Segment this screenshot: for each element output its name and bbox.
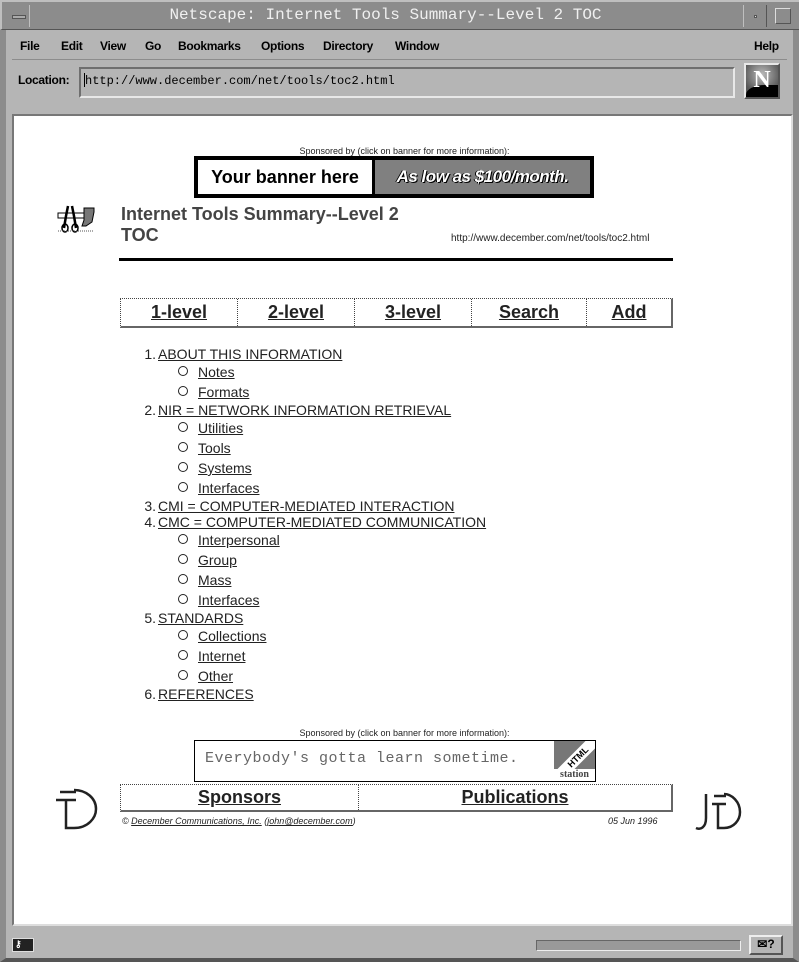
banner-ad-bottom-text[interactable]: Everybody's gotta learn sometime. (205, 750, 519, 767)
location-input[interactable] (79, 67, 735, 98)
toc-link-formats[interactable]: Formats (198, 384, 250, 400)
footer-link-publications[interactable]: Publications (461, 787, 569, 807)
circle-bullet-icon (178, 482, 188, 492)
circle-bullet-icon (178, 650, 188, 660)
menu-file[interactable]: File (20, 39, 40, 53)
nav-cell-3-level (355, 299, 472, 326)
location-bar (12, 62, 787, 104)
toc-link-about[interactable]: ABOUT THIS INFORMATION (158, 346, 343, 362)
toc-link-notes[interactable]: Notes (198, 364, 235, 380)
browser-chrome (0, 30, 799, 110)
menu-options[interactable]: Options (261, 39, 305, 53)
htmlstation-logo[interactable] (554, 741, 595, 781)
nav-cell-add (587, 299, 671, 326)
footer-nav-table (120, 784, 673, 812)
netscape-logo-button[interactable] (744, 63, 780, 99)
nav-cell-2-level (238, 299, 355, 326)
toc-link-internet[interactable]: Internet (198, 648, 246, 664)
nav-link-add[interactable]: Add (611, 302, 647, 322)
copyright-line: © December Communications, Inc. (john@december.com) (122, 816, 356, 826)
toc-number: 5. (144, 610, 156, 626)
circle-bullet-icon (178, 630, 188, 640)
circle-bullet-icon (178, 534, 188, 544)
security-key-icon[interactable]: ⚷ (12, 938, 34, 952)
window-title: Netscape: Internet Tools Summary--Level 2 TOC (169, 6, 602, 24)
location-url[interactable]: http://www.december.com/net/tools/toc2.html (85, 74, 395, 88)
toc-number: 4. (144, 514, 156, 530)
content-frame (0, 110, 799, 932)
page-viewport[interactable] (12, 114, 793, 926)
minimize-icon (754, 15, 757, 18)
toc-link-nir[interactable]: NIR = NETWORK INFORMATION RETRIEVAL (158, 402, 452, 418)
toc-link-utilities[interactable]: Utilities (198, 420, 244, 436)
toc-link-cmc[interactable]: CMC = COMPUTER-MEDIATED COMMUNICATION (158, 514, 487, 530)
horizontal-rule (119, 258, 673, 261)
mail-icon: ✉ (757, 937, 768, 951)
menu-bookmarks[interactable]: Bookmarks (178, 39, 241, 53)
toc-link-references[interactable]: REFERENCES (158, 686, 254, 702)
december-jd-logo-icon (694, 788, 744, 832)
copyright-company-link[interactable]: December Communications, Inc. (131, 816, 262, 826)
sponsor-caption-bottom: Sponsored by (click on banner for more information): (299, 728, 510, 738)
tools-icon (56, 204, 96, 234)
nav-link-1-level[interactable]: 1-level (150, 302, 208, 322)
menu-window[interactable]: Window (395, 39, 440, 53)
toc-number: 1. (144, 346, 156, 362)
toc-link-mass[interactable]: Mass (198, 572, 232, 588)
toc-link-collections[interactable]: Collections (198, 628, 267, 644)
menu-view[interactable]: View (100, 39, 126, 53)
circle-bullet-icon (178, 442, 188, 452)
footer-cell-publications (359, 785, 671, 810)
htmlstation-logo-bottom: station (554, 769, 595, 781)
toc-number: 3. (144, 498, 156, 514)
page-date: 05 Jun 1996 (608, 816, 658, 826)
footer-link-sponsors[interactable]: Sponsors (197, 787, 281, 807)
htmlstation-logo-top: HTML (554, 741, 595, 781)
banner-ad-bottom[interactable] (194, 740, 596, 782)
banner-ad-top-left[interactable]: Your banner here (198, 160, 372, 194)
toc-link-cmc-interfaces[interactable]: Interfaces (198, 592, 260, 608)
page-title: Internet Tools Summary--Level 2 TOC (121, 204, 399, 245)
december-d-logo-icon (52, 784, 102, 832)
circle-bullet-icon (178, 422, 188, 432)
banner-ad-top-right[interactable]: As low as $100/month. (375, 160, 590, 194)
menu-help[interactable]: Help (754, 39, 779, 53)
status-bar (0, 932, 799, 962)
location-label: Location: (18, 73, 70, 87)
netscape-logo-letter: N (753, 67, 771, 93)
nav-cell-1-level (121, 299, 238, 326)
sponsor-caption-top: Sponsored by (click on banner for more information): (299, 146, 510, 156)
footer-cell-sponsors (121, 785, 359, 810)
nav-link-search[interactable]: Search (498, 302, 560, 322)
maximize-button[interactable] (771, 5, 795, 27)
page-url-text: http://www.december.com/net/tools/toc2.html (451, 233, 650, 244)
nav-link-2-level[interactable]: 2-level (267, 302, 325, 322)
toc-link-other[interactable]: Other (198, 668, 234, 684)
copyright-email-link[interactable]: john@december.com (267, 816, 353, 826)
progress-bar (536, 940, 741, 951)
minimize-button[interactable] (743, 5, 767, 27)
nav-link-3-level[interactable]: 3-level (384, 302, 442, 322)
level-nav-table (120, 298, 673, 328)
menu-directory[interactable]: Directory (323, 39, 373, 53)
help-glyph: ? (767, 937, 775, 951)
banner-ad-top[interactable] (194, 156, 594, 198)
toc-link-standards[interactable]: STANDARDS (158, 610, 244, 626)
circle-bullet-icon (178, 594, 188, 604)
circle-bullet-icon (178, 554, 188, 564)
menu-go[interactable]: Go (145, 39, 162, 53)
toc-link-tools[interactable]: Tools (198, 440, 231, 456)
toc-link-systems[interactable]: Systems (198, 460, 252, 476)
window-titlebar[interactable] (0, 0, 799, 30)
circle-bullet-icon (178, 670, 188, 680)
maximize-icon (775, 8, 791, 24)
window-menu-icon (12, 15, 26, 19)
menu-edit[interactable]: Edit (61, 39, 83, 53)
circle-bullet-icon (178, 386, 188, 396)
circle-bullet-icon (178, 462, 188, 472)
toc-link-group[interactable]: Group (198, 552, 237, 568)
menubar (12, 32, 787, 60)
toc-link-interpersonal[interactable]: Interpersonal (198, 532, 280, 548)
circle-bullet-icon (178, 574, 188, 584)
nav-cell-search (472, 299, 587, 326)
toc-number: 2. (144, 402, 156, 418)
copyright-symbol: © (122, 816, 129, 826)
circle-bullet-icon (178, 366, 188, 376)
toc-number: 6. (144, 686, 156, 702)
toc-link-nir-interfaces[interactable]: Interfaces (198, 480, 260, 496)
toc-link-cmi[interactable]: CMI = COMPUTER-MEDIATED INTERACTION (158, 498, 455, 514)
mail-button[interactable] (749, 935, 783, 955)
window-menu-button[interactable] (6, 5, 30, 27)
